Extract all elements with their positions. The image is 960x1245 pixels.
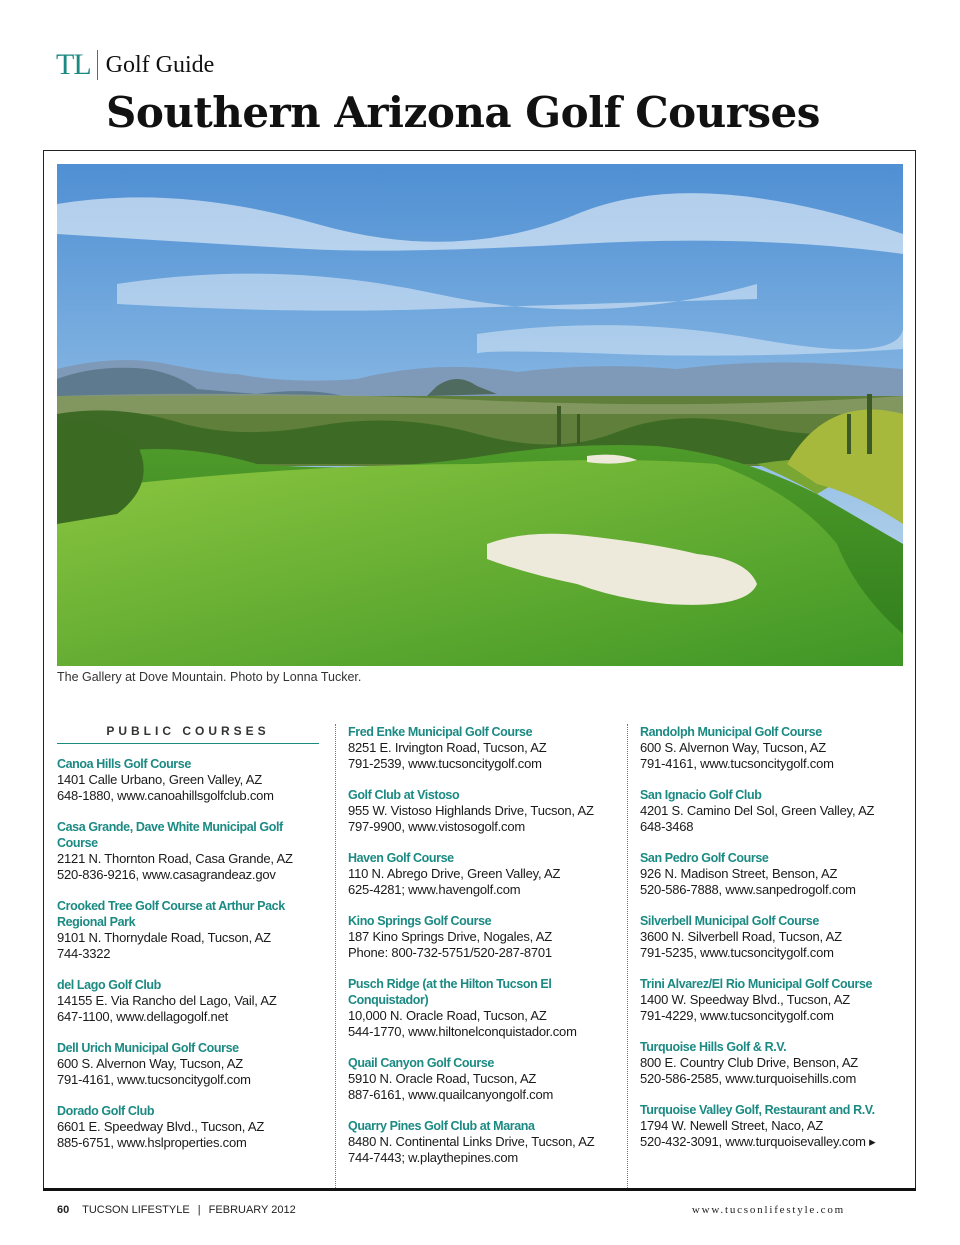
course-contact: 887-6161, www.quailcanyongolf.com bbox=[348, 1087, 554, 1102]
course-name: del Lago Golf Club bbox=[57, 978, 161, 992]
course-contact: 520-432-3091, www.turquoisevalley.com ▸ bbox=[640, 1134, 876, 1149]
course-name: Pusch Ridge (at the Hilton Tucson El bbox=[348, 977, 552, 991]
course-entry bbox=[640, 787, 908, 835]
course-name: San Pedro Golf Course bbox=[640, 851, 769, 865]
course-entry bbox=[57, 977, 325, 1025]
course-entry bbox=[640, 1039, 908, 1087]
course-contact: Phone: 800-732-5751/520-287-8701 bbox=[348, 945, 552, 960]
course-name: Fred Enke Municipal Golf Course bbox=[348, 725, 533, 739]
course-address: 1401 Calle Urbano, Green Valley, AZ bbox=[57, 772, 262, 787]
course-name: Regional Park bbox=[57, 915, 136, 929]
course-entry bbox=[348, 913, 616, 961]
course-contact: 797-9900, www.vistosogolf.com bbox=[348, 819, 526, 834]
page-headline: Southern Arizona Golf Courses bbox=[106, 88, 820, 137]
course-name: San Ignacio Golf Club bbox=[640, 788, 762, 802]
listing-column-2 bbox=[348, 724, 616, 1181]
course-address: 9101 N. Thornydale Road, Tucson, AZ bbox=[57, 930, 271, 945]
course-entry bbox=[640, 976, 908, 1024]
course-name: Dorado Golf Club bbox=[57, 1104, 155, 1118]
magazine-name: TUCSON LIFESTYLE bbox=[82, 1204, 190, 1216]
course-entry bbox=[57, 898, 325, 962]
course-address: 5910 N. Oracle Road, Tucson, AZ bbox=[348, 1071, 537, 1086]
course-entry bbox=[57, 1040, 325, 1088]
course-name: Silverbell Municipal Golf Course bbox=[640, 914, 819, 928]
website-url[interactable]: www.tucsonlifestyle.com bbox=[691, 1204, 845, 1216]
course-name: Dell Urich Municipal Golf Course bbox=[57, 1041, 239, 1055]
footer-rule bbox=[43, 1188, 916, 1191]
masthead bbox=[56, 48, 214, 82]
listing-column-3 bbox=[640, 724, 908, 1165]
page-number: 60 bbox=[57, 1204, 70, 1216]
course-name: Randolph Municipal Golf Course bbox=[640, 725, 822, 739]
course-address: 8480 N. Continental Links Drive, Tucson, AZ bbox=[348, 1134, 595, 1149]
course-entry bbox=[348, 1055, 616, 1103]
course-contact: 791-4161, www.tucsoncitygolf.com bbox=[640, 756, 834, 771]
course-entry bbox=[57, 819, 325, 883]
course-name: Trini Alvarez/El Rio Municipal Golf Course bbox=[640, 977, 873, 991]
course-name: Casa Grande, Dave White Municipal Golf Course bbox=[57, 820, 283, 850]
course-entry bbox=[640, 724, 908, 772]
course-address: 110 N. Abrego Drive, Green Valley, AZ bbox=[348, 866, 561, 881]
photo-caption: The Gallery at Dove Mountain. Photo by Lonna Tucker. bbox=[57, 670, 362, 684]
course-name: Canoa Hills Golf Course bbox=[57, 757, 191, 771]
course-name: Turquoise Hills Golf & R.V. bbox=[640, 1040, 787, 1054]
course-address: 800 E. Country Club Drive, Benson, AZ bbox=[640, 1055, 859, 1070]
course-address: 600 S. Alvernon Way, Tucson, AZ bbox=[57, 1056, 244, 1071]
course-contact: 791-2539, www.tucsoncitygolf.com bbox=[348, 756, 542, 771]
course-address: 3600 N. Silverbell Road, Tucson, AZ bbox=[640, 929, 842, 944]
column-divider-1 bbox=[335, 724, 336, 1188]
course-entry bbox=[348, 787, 616, 835]
course-contact: 544-1770, www.hiltonelconquistador.com bbox=[348, 1024, 577, 1039]
course-name: Quail Canyon Golf Course bbox=[348, 1056, 494, 1070]
column-divider-2 bbox=[627, 724, 628, 1188]
listing-column-1 bbox=[57, 724, 325, 1166]
tl-logo: TL bbox=[56, 48, 91, 81]
course-name: Kino Springs Golf Course bbox=[348, 914, 492, 928]
course-address: 926 N. Madison Street, Benson, AZ bbox=[640, 866, 838, 881]
course-entry bbox=[640, 850, 908, 898]
course-contact: 520-586-7888, www.sanpedrogolf.com bbox=[640, 882, 856, 897]
course-contact: 648-3468 bbox=[640, 819, 694, 834]
course-name: Golf Club at Vistoso bbox=[348, 788, 460, 802]
footer-separator: | bbox=[197, 1204, 201, 1216]
course-entry bbox=[57, 1103, 325, 1151]
course-address: 10,000 N. Oracle Road, Tucson, AZ bbox=[348, 1008, 547, 1023]
course-name: Turquoise Valley Golf, Restaurant and R.V. bbox=[640, 1103, 875, 1117]
golf-course-photo bbox=[57, 164, 903, 666]
course-contact: 791-4161, www.tucsoncitygolf.com bbox=[57, 1072, 251, 1087]
issue-date: FEBRUARY 2012 bbox=[208, 1204, 296, 1216]
course-address: 2121 N. Thornton Road, Casa Grande, AZ bbox=[57, 851, 293, 866]
course-entry bbox=[348, 1118, 616, 1166]
footer-left bbox=[57, 1204, 296, 1216]
course-name: Quarry Pines Golf Club at Marana bbox=[348, 1119, 535, 1133]
course-entry bbox=[348, 850, 616, 898]
course-entry bbox=[640, 1102, 908, 1150]
masthead-divider bbox=[97, 50, 98, 80]
course-name: Conquistador) bbox=[348, 993, 429, 1007]
course-contact: 625-4281; www.havengolf.com bbox=[348, 882, 521, 897]
course-address: 6601 E. Speedway Blvd., Tucson, AZ bbox=[57, 1119, 265, 1134]
course-contact: 744-7443; w.playthepines.com bbox=[348, 1150, 519, 1165]
course-contact: 520-836-9216, www.casagrandeaz.gov bbox=[57, 867, 276, 882]
course-contact: 791-5235, www.tucsoncitygolf.com bbox=[640, 945, 834, 960]
course-name: Haven Golf Course bbox=[348, 851, 454, 865]
course-entry bbox=[640, 913, 908, 961]
course-address: 1400 W. Speedway Blvd., Tucson, AZ bbox=[640, 992, 850, 1007]
course-address: 8251 E. Irvington Road, Tucson, AZ bbox=[348, 740, 547, 755]
course-entry bbox=[348, 976, 616, 1040]
section-title: Golf Guide bbox=[105, 51, 215, 78]
course-entry bbox=[57, 756, 325, 804]
course-address: 600 S. Alvernon Way, Tucson, AZ bbox=[640, 740, 827, 755]
course-contact: 744-3322 bbox=[57, 946, 111, 961]
course-address: 4201 S. Camino Del Sol, Green Valley, AZ bbox=[640, 803, 875, 818]
course-entry bbox=[348, 724, 616, 772]
course-address: 955 W. Vistoso Highlands Drive, Tucson, AZ bbox=[348, 803, 594, 818]
course-address: 187 Kino Springs Drive, Nogales, AZ bbox=[348, 929, 552, 944]
course-contact: 647-1100, www.dellagogolf.net bbox=[57, 1009, 229, 1024]
course-address: 14155 E. Via Rancho del Lago, Vail, AZ bbox=[57, 993, 277, 1008]
section-heading-public-courses: PUBLIC COURSES bbox=[57, 724, 319, 744]
course-contact: 885-6751, www.hslproperties.com bbox=[57, 1135, 247, 1150]
course-address: 1794 W. Newell Street, Naco, AZ bbox=[640, 1118, 824, 1133]
course-contact: 791-4229, www.tucsoncitygolf.com bbox=[640, 1008, 834, 1023]
course-contact: 648-1880, www.canoahillsgolfclub.com bbox=[57, 788, 274, 803]
course-name: Crooked Tree Golf Course at Arthur Pack bbox=[57, 899, 285, 913]
course-contact: 520-586-2585, www.turquoisehills.com bbox=[640, 1071, 857, 1086]
